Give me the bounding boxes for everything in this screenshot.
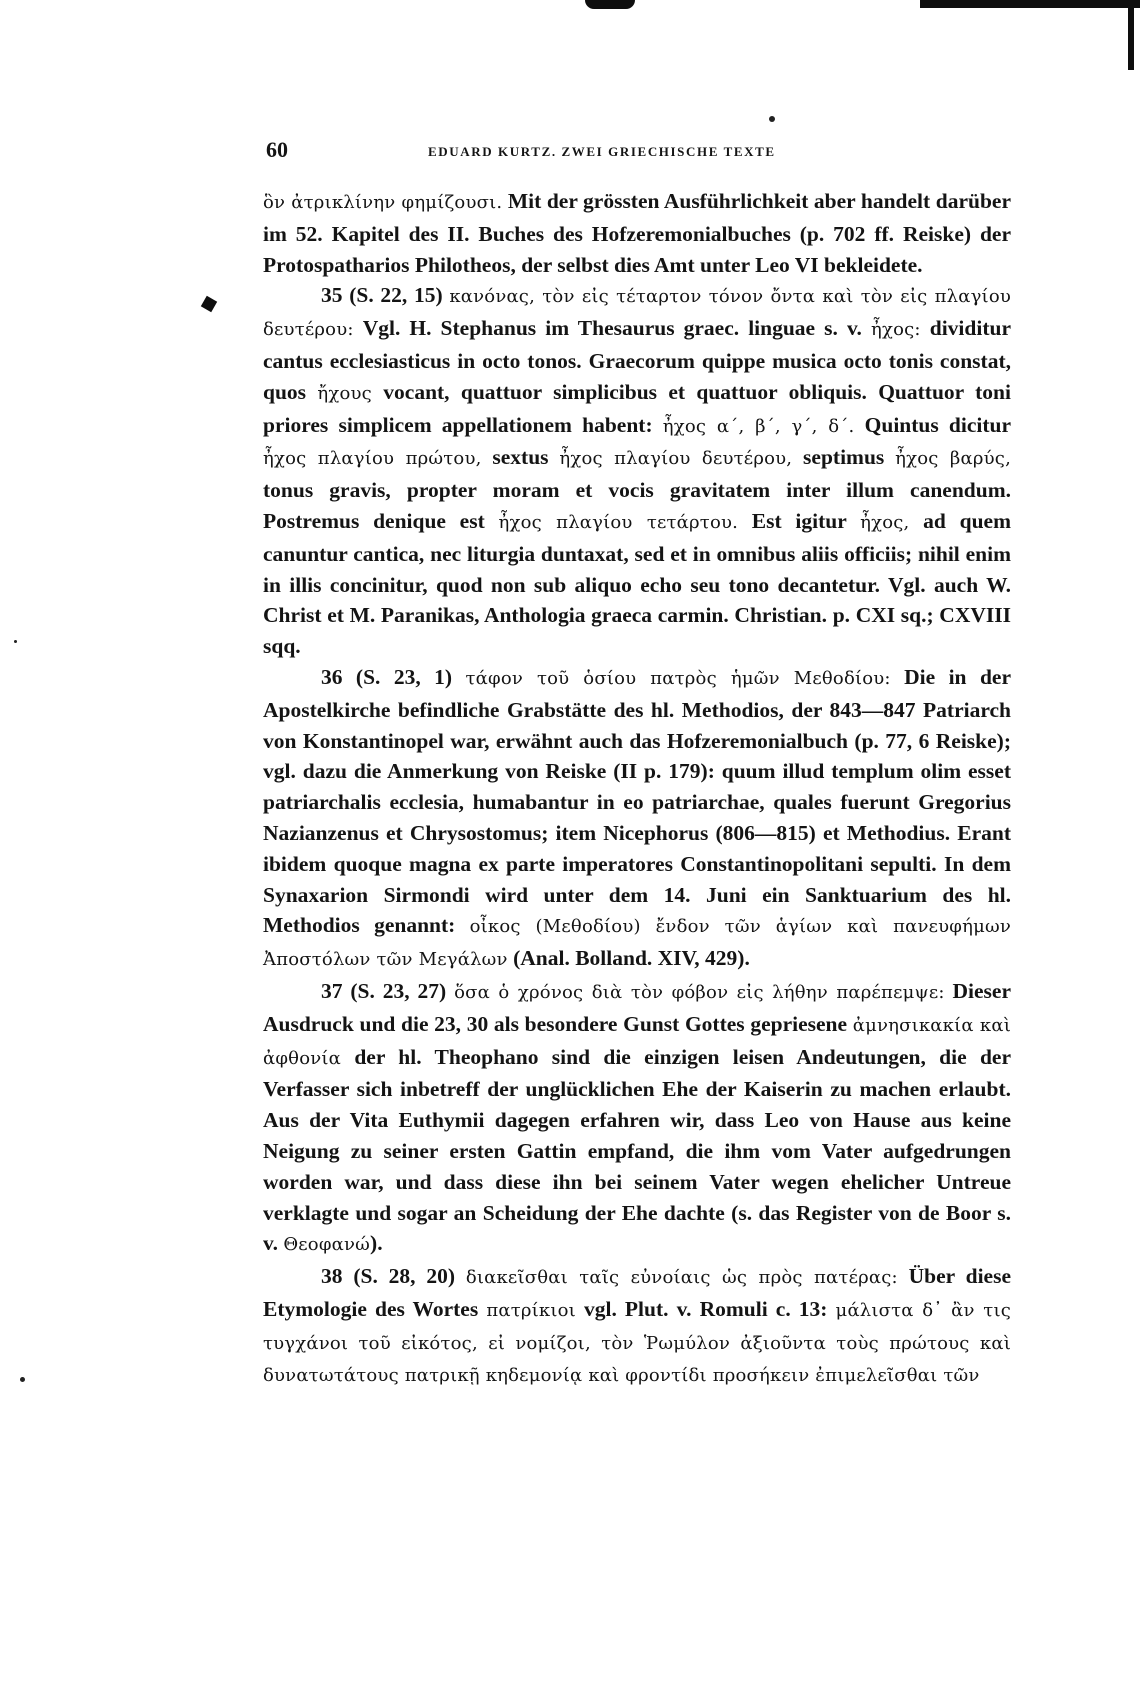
scan-smudge-top bbox=[585, 0, 635, 9]
latin-text: Vgl. H. Stephanus im Thesaurus graec. linguae s. v. bbox=[353, 316, 871, 341]
latin-text: ad quem canuntur cantica, nec liturgia duntaxat, sed et in omnibus aliis officiis; nihil enim in illis concinitur, quod non sub aliquo echo seu tono decantetur. Vgl. auch W. Christ et M. Paranikas, Anthologia graeca carmin. Christian. p. CXI sq.; CXVIII sqq. bbox=[263, 508, 1011, 659]
latin-text: Über diese Etymologie des Wortes bbox=[263, 1264, 1012, 1321]
scan-edge-top-right bbox=[920, 0, 1140, 8]
paragraph-note-37 bbox=[263, 976, 1011, 1261]
greek-text: οἶκος (Μεθοδίου) ἔνδον τῶν ἁγίων καὶ πανευφήμων Ἀποστόλων τῶν Μεγάλων bbox=[263, 916, 1011, 971]
greek-text: ὅσα ὁ χρόνος διὰ τὸν φόβον εἰς λήθην παρέπεμψε: bbox=[454, 981, 945, 1003]
latin-text: septimus bbox=[792, 445, 896, 470]
paragraph-note-35 bbox=[263, 280, 1011, 662]
greek-text: ἦχος, bbox=[860, 511, 910, 533]
scan-speck bbox=[20, 1377, 25, 1382]
scan-edge-right bbox=[1128, 0, 1134, 70]
paragraph-note-36 bbox=[263, 662, 1011, 976]
latin-text: Die in der Apostelkirche befindliche Grabstätte des hl. Methodios, der 843—847 Patriarch von Konstantinopel war, erwähnt auch das Hofzeremonialbuch (p. 77, 6 Reiske); vgl. dazu die Anmerkung von Reiske (II p. 179): quum illud templum olim esset patriarchalis ecclesia, humabantur in eo patriarchae, quales fuerunt Gregorius Nazianzenus et Chrysostomus; item Nicephorus (806—815) et Methodius. Erant ibidem quoque magna ex parte imperatores Constantinopolitani sepulti. In dem Synaxarion Sirmondi wird unter dem 14. Juni ein Sanktuarium des hl. Methodios genannt: bbox=[263, 664, 1011, 938]
greek-text: ἦχος: bbox=[871, 319, 921, 341]
latin-text: 35 (S. 22, 15) bbox=[321, 283, 450, 308]
greek-text: ἦχος πλαγίου δευτέρου, bbox=[559, 448, 793, 470]
greek-text: ἦχος πλαγίου τετάρτου. bbox=[498, 511, 739, 533]
running-head: EDUARD KURTZ. ZWEI GRIECHISCHE TEXTE bbox=[428, 144, 776, 159]
main-text bbox=[263, 186, 1011, 1392]
greek-text: ἦχος α΄, β΄, γ΄, δ΄. bbox=[662, 415, 855, 437]
latin-text: ). bbox=[370, 1231, 383, 1256]
page-number: 60 bbox=[266, 137, 288, 162]
greek-text: ἤχους bbox=[317, 382, 372, 404]
greek-text: πατρίκιοι bbox=[486, 1299, 576, 1321]
latin-text: vocant, quattuor simplicibus et quattuor obliquis. Quattuor toni priores simplicem appellationem habent: bbox=[263, 379, 1011, 437]
greek-text: ὃν ἀτρικλίνην φημίζουσι. bbox=[263, 192, 503, 213]
greek-text: κανόνας, τὸν εἰς τέταρτον τόνον ὄντα καὶ τὸν εἰς πλαγίου δευτέρου: bbox=[263, 286, 1011, 341]
latin-text: der hl. Theophano sind die einzigen leisen Andeutungen, die der Verfasser sich inbetreff der unglücklichen Ehe der Kaiserin zu machen erlaubt. Aus der Vita Euthymii dagegen erfahren wir, dass Leo von Hause aus keine Neigung zu seiner ersten Gattin empfand, die ihm vom Vater aufgedrungen worden war, und dass diese ihn bei seinem Vater wegen ehelicher Untreue verklagte und sogar an Scheidung der Ehe dachte (s. das Register von de Boor s. v. bbox=[263, 1044, 1011, 1256]
paragraph-1 bbox=[263, 186, 1011, 280]
greek-text: τάφον τοῦ ὁσίου πατρὸς ἡμῶν Μεθοδίου: bbox=[465, 667, 891, 689]
scan-speck bbox=[769, 116, 775, 122]
latin-text: 38 (S. 28, 20) bbox=[321, 1264, 466, 1289]
greek-text: ἦχος βαρύς, bbox=[895, 448, 1012, 470]
latin-text: Quintus dicitur bbox=[854, 412, 1012, 437]
greek-text: διακεῖσθαι ταῖς εὐνοίαις ὡς πρὸς πατέρας: bbox=[465, 1267, 898, 1289]
latin-text: (Anal. Bolland. XIV, 429). bbox=[507, 946, 750, 971]
latin-text: 37 (S. 23, 27) bbox=[321, 978, 455, 1003]
latin-text: vgl. Plut. v. Romuli c. 13: bbox=[575, 1296, 836, 1321]
greek-text: ἀμνησικακία καὶ ἀφθονία bbox=[263, 1014, 1011, 1069]
latin-text: 36 (S. 23, 1) bbox=[321, 664, 466, 689]
greek-text: μάλιστα δ᾽ ἂν τις τυγχάνοι τοῦ εἰκότος, εἰ νομίζοι, τὸν Ῥωμύλον ἀξιοῦντα τοὺς πρώτους καὶ δυνατωτάτους πατρικῇ κηδεμονίᾳ καὶ φροντίδι προσήκειν ἐπιμελεῖσθαι τῶν bbox=[263, 1299, 1011, 1387]
latin-text: Dieser Ausdruck und die 23, 30 als besondere Gunst Gottes gepriesene bbox=[263, 978, 1011, 1036]
scan-mark-left bbox=[201, 296, 217, 312]
greek-text: Θεοφανώ bbox=[283, 1234, 371, 1256]
latin-text: Est igitur bbox=[738, 508, 861, 533]
latin-text: dividitur cantus ecclesiasticus in octo tonos. Graecorum quippe musica octo tonis constat, quos bbox=[263, 316, 1011, 404]
latin-text: sextus bbox=[481, 445, 560, 470]
latin-text: Mit der grössten Ausführlichkeit aber handelt darüber im 52. Kapitel des II. Buches des Hofzeremonialbuches (p. 702 ff. Reiske) der Protospatharios Philotheos, der selbst dies Amt unter Leo VI bekleidete. bbox=[263, 189, 1011, 277]
scan-speck bbox=[14, 640, 17, 643]
latin-text: tonus gravis, propter moram et vocis gravitatem inter illum canendum. Postremus denique est bbox=[263, 478, 1011, 533]
greek-text: ἦχος πλαγίου πρώτου, bbox=[263, 448, 482, 470]
paragraph-note-38 bbox=[263, 1261, 1011, 1392]
